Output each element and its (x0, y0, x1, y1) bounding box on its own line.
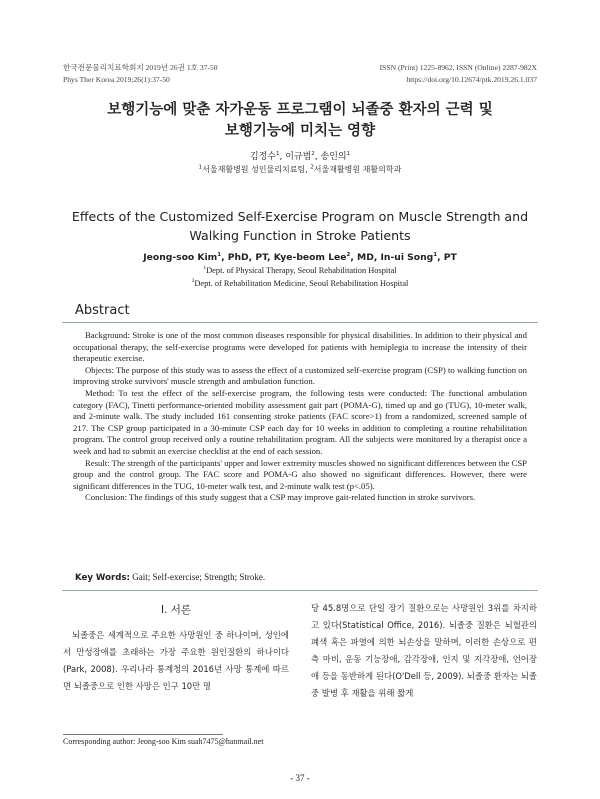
korean-affiliation-1: 서울재활병원 성인물리치료팀 (202, 165, 306, 174)
author-3-affiliation-mark: 1 (433, 251, 438, 258)
body-column-right (311, 600, 537, 702)
journal-header-left (63, 62, 218, 86)
abstract-bottom-rule (62, 590, 538, 591)
author-2-affiliation-mark: 2 (311, 151, 315, 157)
english-author-2: Kye-beom Lee (273, 252, 347, 263)
keywords-label: Key Words: (75, 573, 130, 583)
english-affiliation-1-text: Dept. of Physical Therapy, Seoul Rehabilitation Hospital (206, 266, 397, 275)
english-affiliation-2 (0, 278, 600, 289)
english-title-line2: Walking Function in Stroke Patients (189, 228, 411, 243)
abstract-body (73, 330, 527, 504)
body-column-left (63, 627, 289, 695)
author-separator: , (279, 152, 286, 162)
korean-title (0, 100, 600, 142)
abstract-top-rule (62, 322, 538, 323)
english-affiliation-2-text: Dept. of Rehabilitation Medicine, Seoul Rehabilitation Hospital (194, 279, 409, 288)
author-2-affiliation-mark: 2 (346, 251, 351, 258)
journal-citation-korean: 한국전문물리치료학회지 2019년 26권 1호 37-50 (63, 63, 218, 72)
corresponding-author-footnote: Corresponding author: Jeong-soo Kim suah7475@hanmail.net (63, 737, 264, 746)
abstract-method: Method: To test the effect of the self-exercise program, the following tests were conducted: The functional ambulation category (FAC), Tinetti performance-oriented mobility assessment gait part (POMA-G), timed up and go (TUG), 10-meter walk, and 2-minute walk. The study included 161 consenting stroke patients (FAC score>1) from a randomized, screened sample of 217. The CSP group participated in a 30-minute CSP each day for 10 weeks in addition to completing a routine rehabilitation program. The control group received only a routine rehabilitation program. All the subjects were monitored by a therapist once a week and had to submit an exercise checklist at the end of each session. (73, 387, 527, 456)
keywords (75, 572, 265, 583)
abstract-result: Result: The strength of the participants' upper and lower extremity muscles showed no significant differences between the CSP group and the control group. The FAC score and POMA-G also showed no significant differences. However, there were significant differences in the TUG, 10-meter walk test, and 2-minute walk test (p<.05). (73, 457, 527, 491)
introduction-paragraph-left: 뇌졸중은 세계적으로 주요한 사망원인 중 하나이며, 성인에서 만성장애를 초래하는 가장 주요한 원인질환의 하나이다(Park, 2008). 우리나라 통계청의 2016년 사망 통계에 따르면 뇌졸중으로 인한 사망은 인구 10만 명 (63, 630, 289, 691)
korean-affiliations (0, 164, 600, 176)
english-title (0, 207, 600, 245)
korean-affiliation-2: 서울재활병원 재활의학과 (313, 165, 402, 174)
author-1-credentials: , PhD, PT, (221, 252, 274, 263)
author-separator: , (314, 152, 321, 162)
author-2-credentials: , MD, (350, 252, 381, 263)
korean-authors (0, 150, 600, 164)
affiliation-2-mark: 2 (191, 278, 195, 285)
korean-author-1: 김정수 (249, 152, 276, 162)
abstract-objects: Objects: The purpose of this study was to assess the effect of a customized self-exercise program (CSP) to walking function on improving stroke survivors' muscle strength and ambulation function. (73, 364, 527, 387)
journal-citation-english: Phys Ther Korea 2019;26(1):37-50 (63, 75, 170, 84)
english-title-line1: Effects of the Customized Self-Exercise Program on Muscle Strength and (71, 209, 529, 224)
affiliation-separator: , (305, 165, 311, 174)
affiliation-1-mark: 1 (198, 164, 203, 171)
korean-title-line1: 보행기능에 맞춘 자가운동 프로그램이 뇌졸중 환자의 근력 및 (107, 102, 493, 118)
introduction-paragraph-right: 당 45.8명으로 단일 장기 질환으로는 사망원인 3위를 차지하고 있다(Statistical Office, 2016). 뇌졸중 질환은 뇌혈관의 폐색 혹은 파열에 의한 뇌손상을 말하며, 이러한 손상으로 편측 마비, 운동 기능장애, 감각장애, 인지 및 지각장애, 언어장애 등을 동반하게 된다(O'Dell 등, 2009). 뇌졸중 환자는 뇌졸중 발병 후 재활을 위해 짧게 (311, 603, 537, 698)
footnote-rule (63, 734, 223, 735)
english-author-1: Jeong-soo Kim (143, 252, 218, 263)
abstract-background: Background: Stroke is one of the most common diseases responsible for physical disabilities. In addition to their physical and occupational therapy, the self-exercise programs were developed for patients with hemiplegia to increase the intensity of their therapeutic exercise. (73, 330, 527, 364)
author-1-affiliation-mark: 1 (275, 151, 280, 157)
english-authors (0, 252, 600, 264)
korean-title-line2: 보행기능에 미치는 영향 (224, 123, 376, 139)
english-author-3: In-ui Song (380, 252, 434, 263)
affiliation-2-mark: 2 (310, 164, 314, 171)
keywords-list: Gait; Self-exercise; Strength; Stroke. (129, 572, 266, 582)
issn-line: ISSN (Print) 1225-8962, ISSN (Online) 2287-982X (379, 63, 537, 72)
author-3-credentials: , PT (437, 252, 457, 263)
journal-header-right (380, 62, 537, 86)
affiliation-1-mark: 1 (203, 265, 207, 272)
abstract-heading: Abstract (75, 303, 130, 318)
english-affiliation-1 (0, 265, 600, 276)
author-1-affiliation-mark: 1 (217, 251, 222, 258)
korean-author-2: 이규범 (285, 152, 312, 162)
author-3-affiliation-mark: 1 (346, 151, 351, 157)
page-number: - 37 - (290, 773, 310, 783)
abstract-conclusion: Conclusion: The findings of this study suggest that a CSP may improve gait-related function in stroke survivors. (85, 492, 476, 503)
section-heading-introduction: Ⅰ. 서론 (160, 604, 192, 616)
doi-link[interactable]: https://doi.org/10.12674/ptk.2019.26.1.037 (406, 75, 537, 84)
korean-author-3: 송인의 (320, 152, 347, 162)
